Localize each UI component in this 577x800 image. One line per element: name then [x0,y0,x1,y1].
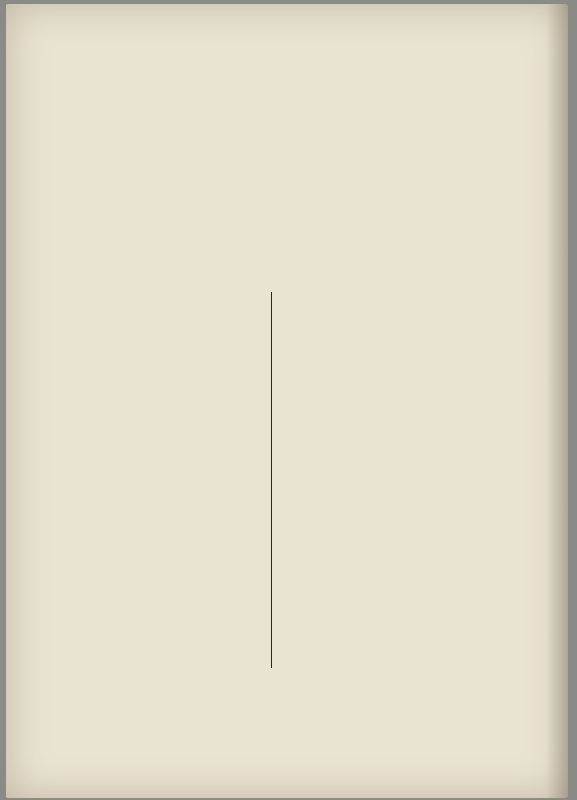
book-page [6,4,568,798]
column-divider [271,292,272,668]
page-spine-shadow [546,4,568,798]
